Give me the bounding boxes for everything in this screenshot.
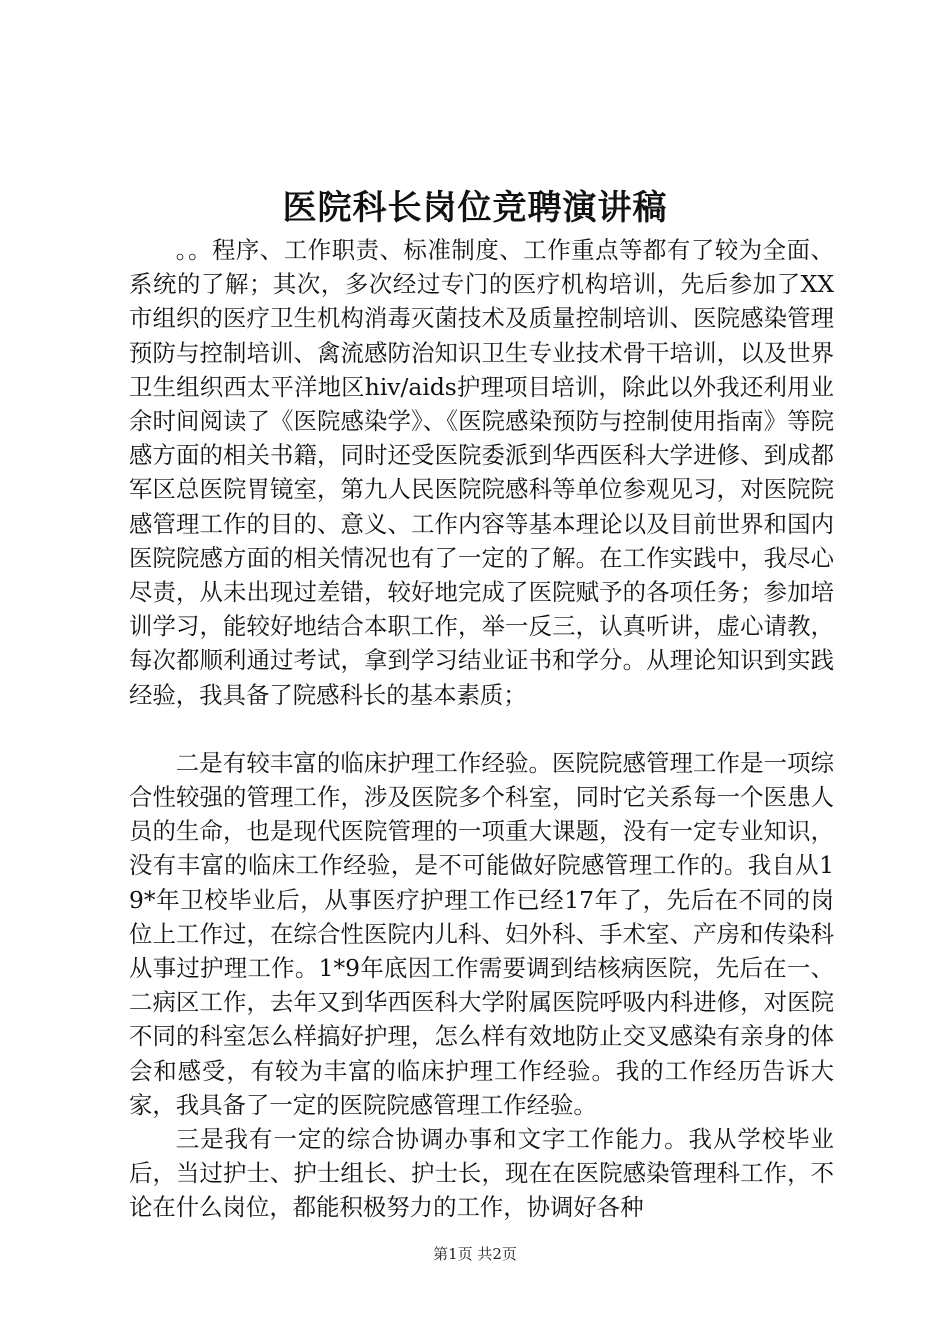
paragraph-1: 。。程序、工作职责、标准制度、工作重点等都有了较为全面、系统的了解；其次，多次经过专门的医疗机构培训，先后参加了XX市组织的医疗卫生机构消毒灭菌技术及质量控制培训、医院感染管理预防与控制培训、禽流感防治知识卫生专业技术骨干培训，以及世界卫生组织西太平洋地区hiv/aids护理项目培训，除此以外我还利用业余时间阅读了《医院感染学》、《医院感染预防与控制使用指南》等院感方面的相关书籍，同时还受医院委派到华西医科大学进修、到成都军区总医院胃镜室，第九人民医院院感科等单位参观见习，对医院院感管理工作的目的、意义、工作内容等基本理论以及目前世界和国内医院院感方面的相关情况也有了一定的了解。在工作实践中，我尽心尽责，从未出现过差错，较好地完成了医院赋予的各项任务；参加培训学习，能较好地结合本职工作，举一反三，认真听讲，虚心请教，每次都顺利通过考试，拿到学习结业证书和学分。从理论知识到实践经验，我具备了院感科长的基本素质；: [129, 236, 834, 709]
document-title: 医院科长岗位竞聘演讲稿: [282, 188, 668, 228]
document-body: [129, 233, 834, 1225]
paragraph-2: 二是有较丰富的临床护理工作经验。医院院感管理工作是一项综合性较强的管理工作，涉及医院多个科室，同时它关系每一个医患人员的生命，也是现代医院管理的一项重大课题，没有一定专业知识，没有丰富的临床工作经验，是不可能做好院感管理工作的。我自从19*年卫校毕业后，从事医疗护理工作已经17年了，先后在不同的岗位上工作过，在综合性医院内儿科、妇外科、手术室、产房和传染科从事过护理工作。1*9年底因工作需要调到结核病医院，先后在一、二病区工作，去年又到华西医科大学附属医院呼吸内科进修，对医院不同的科室怎么样搞好护理，怎么样有效地防止交叉感染有亲身的体会和感受，有较为丰富的临床护理工作经验。我的工作经历告诉大家，我具备了一定的医院院感管理工作经验。: [129, 748, 834, 1119]
paragraph-3: 三是我有一定的综合协调办事和文字工作能力。我从学校毕业后，当过护士、护士组长、护士长，现在在医院感染管理科工作，不论在什么岗位，都能积极努力的工作，协调好各种: [129, 1125, 834, 1222]
page-number-footer: 第1页 共2页: [433, 1245, 517, 1263]
